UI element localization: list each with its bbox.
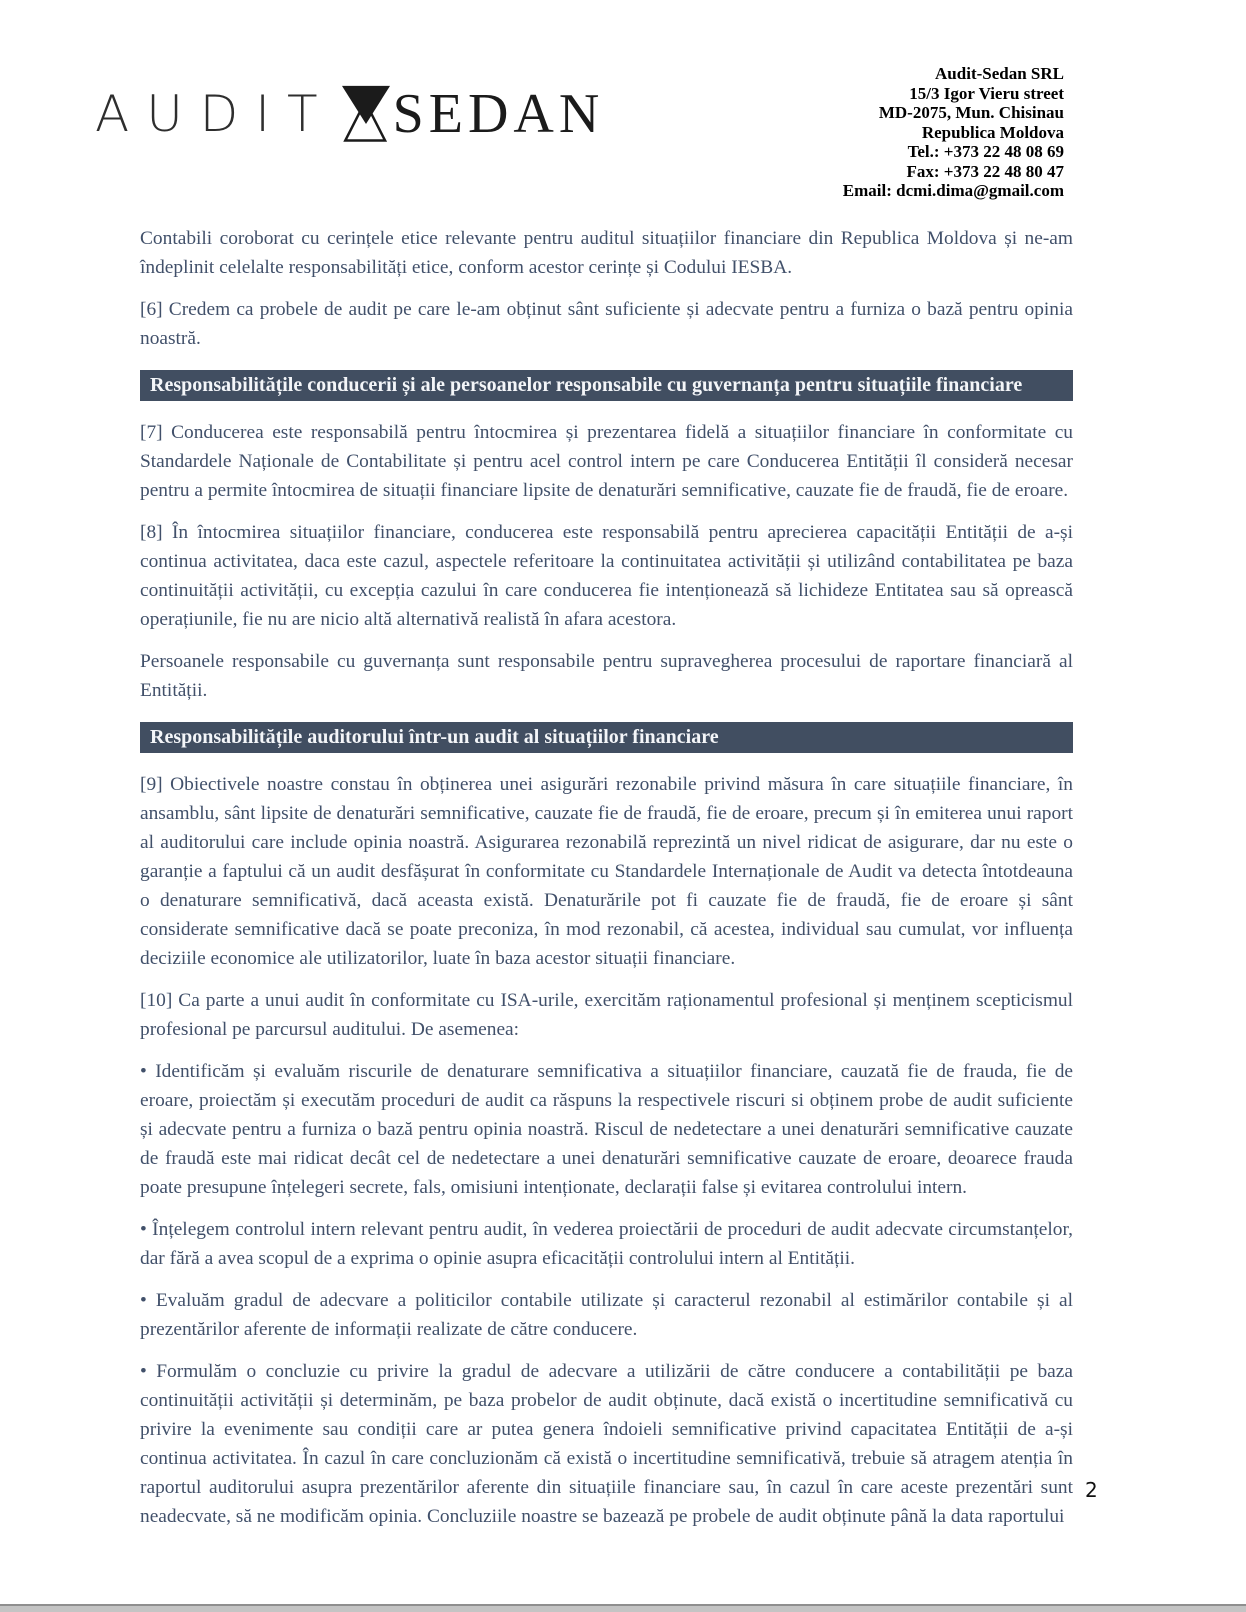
- paragraph: Persoanele responsabile cu guvernanța sunt responsabile pentru supravegherea procesului de raportare financiară al Entității.: [140, 651, 1073, 701]
- section-header: Responsabilitățile auditorului într-un audit al situațiilor financiare: [140, 722, 1073, 753]
- contact-block: [843, 64, 1064, 201]
- logo-word-audit: AUDIT: [95, 85, 335, 143]
- hourglass-triangles-icon: [341, 85, 391, 143]
- paragraph: [8] În întocmirea situațiilor financiare, conducerea este responsabilă pentru aprecierea capacității Entității de a-și continua activitatea, daca este cazul, aspectele referitoare la continuitatea activității și utilizând contabilitatea pe baza continuității activității, cu excepția cazului în care conducerea fie intenționează să lichideze Entitatea sau să oprească operațiunile, fie nu are nicio altă alternativă realistă în afara acestora.: [140, 522, 1073, 630]
- fax-line: Fax: +373 22 48 80 47: [906, 161, 1064, 181]
- paragraph: [7] Conducerea este responsabilă pentru întocmirea și prezentarea fidelă a situațiilor financiare în conformitate cu Standardele Naționale de Contabilitate și pentru acel control intern pe care Conducerea Entității îl consideră necesar pentru a permite întocmirea de situații financiare lipsite de denaturări semnificative, cauzate fie de fraudă, fie de eroare.: [140, 422, 1073, 501]
- paragraph: • Evaluăm gradul de adecvare a politicilor contabile utilizate și caracterul rezonabil al estimărilor contabile și al prezentărilor aferente de informații realizate de către conducere.: [140, 1290, 1073, 1340]
- paragraph: • Formulăm o concluzie cu privire la gradul de adecvare a utilizării de către conducere a contabilității pe baza continuității activității și determinăm, pe baza probelor de audit obținute, dacă există o incertitudine semnificativă cu privire la evenimente sau condiții care ar putea genera îndoieli semnificative privind capacitatea Entității de a-și continua activitatea. În cazul în care concluzionăm că există o incertitudine semnificativă, trebuie să atragem atenția în raportul auditorului asupra prezentărilor aferente din situațiile financiare sau, în cazul în care aceste prezentări sunt neadecvate, să ne modificăm opinia. Concluziile noastre se bazează pe probele de audit obținute până la data raportului: [140, 1361, 1073, 1527]
- address-country: Republica Moldova: [921, 122, 1064, 142]
- phone-line: Tel.: +373 22 48 08 69: [907, 142, 1064, 161]
- email-line: Email: dcmi.dima@gmail.com: [842, 181, 1064, 200]
- company-logo: [95, 82, 604, 146]
- paragraph: [9] Obiectivele noastre constau în obținerea unei asigurări rezonabile privind măsura în care situațiile financiare, în ansamblu, sânt lipsite de denaturări semnificative, cauzate fie de fraudă, fie de eroare, precum și în emiterea unui raport al auditorului care include opinia noastră. Asigurarea rezonabilă reprezintă un nivel ridicat de asigurare, dar nu este o garanție a faptului că un audit desfășurat în conformitate cu Standardele Internaționale de Audit va detecta întotdeauna o denaturare semnificativă, dacă aceasta există. Denaturările pot fi cauzate fie de fraudă, fie de eroare și sânt considerate semnificative dacă se poate preconiza, în mod rezonabil, că acestea, individual sau cumulat, vor influența deciziile economice ale utilizatorilor, luate în baza acestor situații financiare.: [140, 774, 1073, 969]
- paragraph: Contabili coroborat cu cerințele etice relevante pentru auditul situațiilor financiare din Republica Moldova și ne-am îndeplinit celelalte responsabilități etice, conform acestor cerințe și Codului IESBA.: [140, 228, 1073, 278]
- paragraph: [10] Ca parte a unui audit în conformitate cu ISA-urile, exercităm raționamentul profesional și menținem scepticismul profesional pe parcursul auditului. De asemenea:: [140, 990, 1073, 1040]
- section-header: Responsabilitățile conducerii și ale persoanelor responsabile cu guvernanța pentru situațiile financiare: [140, 370, 1073, 401]
- paragraph: • Identificăm și evaluăm riscurile de denaturare semnificativa a situațiilor financiare, cauzată fie de frauda, fie de eroare, proiectăm și executăm proceduri de audit ca răspuns la respectivele riscuri si obținem probe de audit suficiente și adecvate pentru a furniza o bază pentru opinia noastră. Riscul de nedetectare a unei denaturări semnificative cauzate de fraudă este mai ridicat decât cel de nedetectare a unei denaturări semnificative cauzate de eroare, deoarece frauda poate presupune înțelegeri secrete, fals, omisiuni intenționate, declarații false și evitarea controlului intern.: [140, 1061, 1073, 1198]
- logo-word-sedan: SEDAN: [392, 83, 605, 145]
- paragraph: • Înțelegem controlul intern relevant pentru audit, în vederea proiectării de proceduri de audit adecvate circumstanțelor, dar fără a avea scopul de a exprima o opinie asupra eficacității controlului intern al Entității.: [140, 1219, 1073, 1269]
- paragraph: [6] Credem ca probele de audit pe care le-am obținut sânt suficiente și adecvate pentru a furniza o bază pentru opinia noastră.: [140, 299, 1073, 349]
- address-city: MD-2075, Mun. Chisinau: [878, 103, 1064, 122]
- address-street: 15/3 Igor Vieru street: [909, 83, 1064, 103]
- page-number: 2: [1085, 1478, 1098, 1502]
- document-body: [140, 224, 1073, 1544]
- company-name: Audit-Sedan SRL: [935, 64, 1064, 83]
- bottom-scroll-strip[interactable]: [0, 1604, 1246, 1612]
